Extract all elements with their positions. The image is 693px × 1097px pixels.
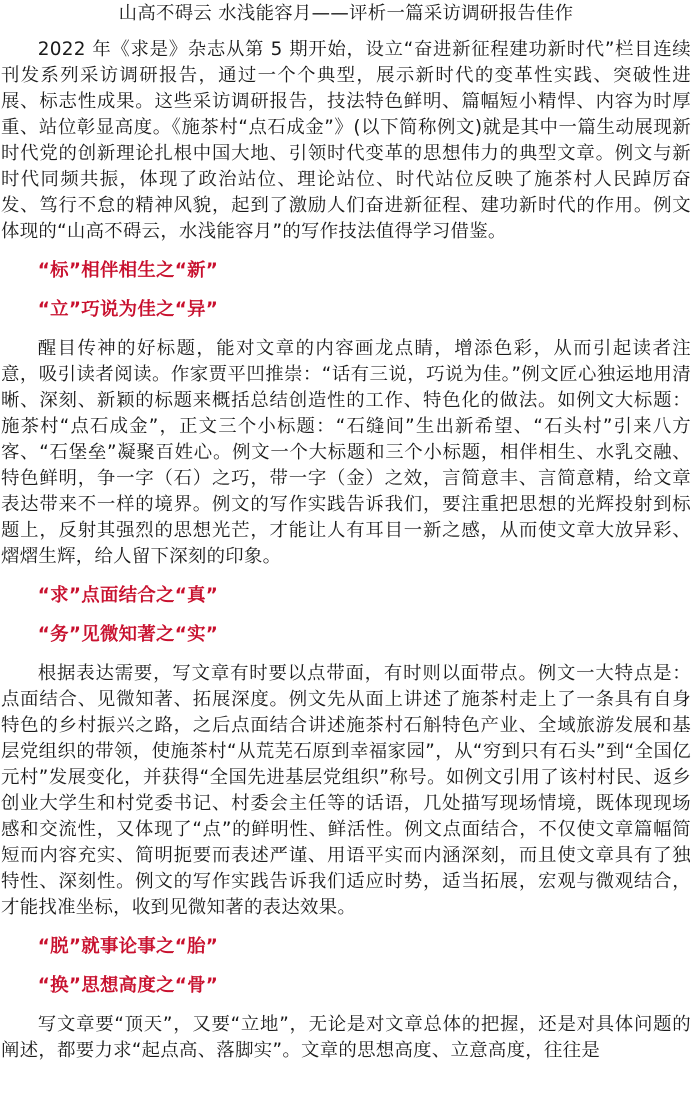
section-1-heading-1: “标”相伴相生之“新” [37,260,219,281]
article-title: 山高不碍云 水浅能容月——评析一篇采访调研报告佳作 [118,3,574,24]
intro-paragraph: 2022 年《求是》杂志从第 5 期开始，设立“奋进新征程建功新时代”栏目连续刊发系列采访调研报告，通过一个个典型，展示新时代的变革性实践、突破性进展、标志性成果。这些采访调研报告，技法特色鲜明、篇幅短小精悍、内容为时厚重、站位彰显高度。《施茶村“点石成金”》(以下简称例文)就是其中一篇生动展现新时代党的创新理论扎根中国大地、引领时代变革的思想伟力的典型文章。例文与新时代同频共振，体现了政治站位、理论站位、时代站位反映了施茶村人民踔厉奋发、笃行不怠的精神风貌，起到了激励人们奋进新征程、建功新时代的作用。例文体现的“山高不碍云，水浅能容月”的写作技法值得学习借鉴。 [1,39,691,242]
section-2-heading-2: “务”见微知著之“实” [37,624,219,645]
section-3-paragraph: 写文章要“顶天”，又要“立地”，无论是对文章总体的把握，还是对具体问题的阐述，都要力求“起点高、落脚实”。文章的思想高度、立意高度，往往是 [1,1014,691,1061]
section-2-heading-1: “求”点面结合之“真” [37,585,219,606]
section-2-paragraph: 根据表达需要，写文章有时要以点带面，有时则以面带点。例文一大特点是：点面结合、见微知著、拓展深度。例文先从面上讲述了施茶村走上了一条具有自身特色的乡村振兴之路，之后点面结合讲述施茶村石斛特色产业、全域旅游发展和基层党组织的带领，使施茶村“从荒芜石原到幸福家园”，从“穷到只有石头”到“全国亿元村”发展变化，并获得“全国先进基层党组织”称号。如例文引用了该村村民、返乡创业大学生和村党委书记、村委会主任等的话语，几处描写现场情境，既体现现场感和交流性，又体现了“点”的鲜明性、鲜活性。例文点面结合，不仅使文章篇幅简短而内容充实、简明扼要而表述严谨、用语平实而内涵深刻，而且使文章具有了独特性、深刻性。例文的写作实践告诉我们适应时势，适当拓展，宏观与微观结合，才能找准坐标，收到见微知著的表达效果。 [1,663,691,918]
section-1-paragraph: 醒目传神的好标题，能对文章的内容画龙点睛，增添色彩，从而引起读者注意，吸引读者阅读。作家贾平凹推崇：“话有三说，巧说为佳。”例文匠心独运地用清晰、深刻、新颖的标题来概括总结创造性的工作、特色化的做法。如例文大标题：施茶村“点石成金”，正文三个小标题：“石缝间”生出新希望、“石头村”引来八方客、“石堡垒”凝聚百姓心。例文一个大标题和三个小标题，相伴相生、水乳交融、特色鲜明，争一字（石）之巧，带一字（金）之效，言简意丰、言简意精，给文章表达带来不一样的境界。例文的写作实践告诉我们，要注重把思想的光辉投射到标题上，反射其强烈的思想光芒，才能让人有耳目一新之感，从而使文章大放异彩、熠熠生辉，给人留下深刻的印象。 [1,338,691,567]
section-1-heading-2: “立”巧说为佳之“异” [37,299,219,320]
section-3-heading-1: “脱”就事论事之“胎” [37,936,219,957]
section-3-heading-2: “换”思想高度之“骨” [37,975,219,996]
